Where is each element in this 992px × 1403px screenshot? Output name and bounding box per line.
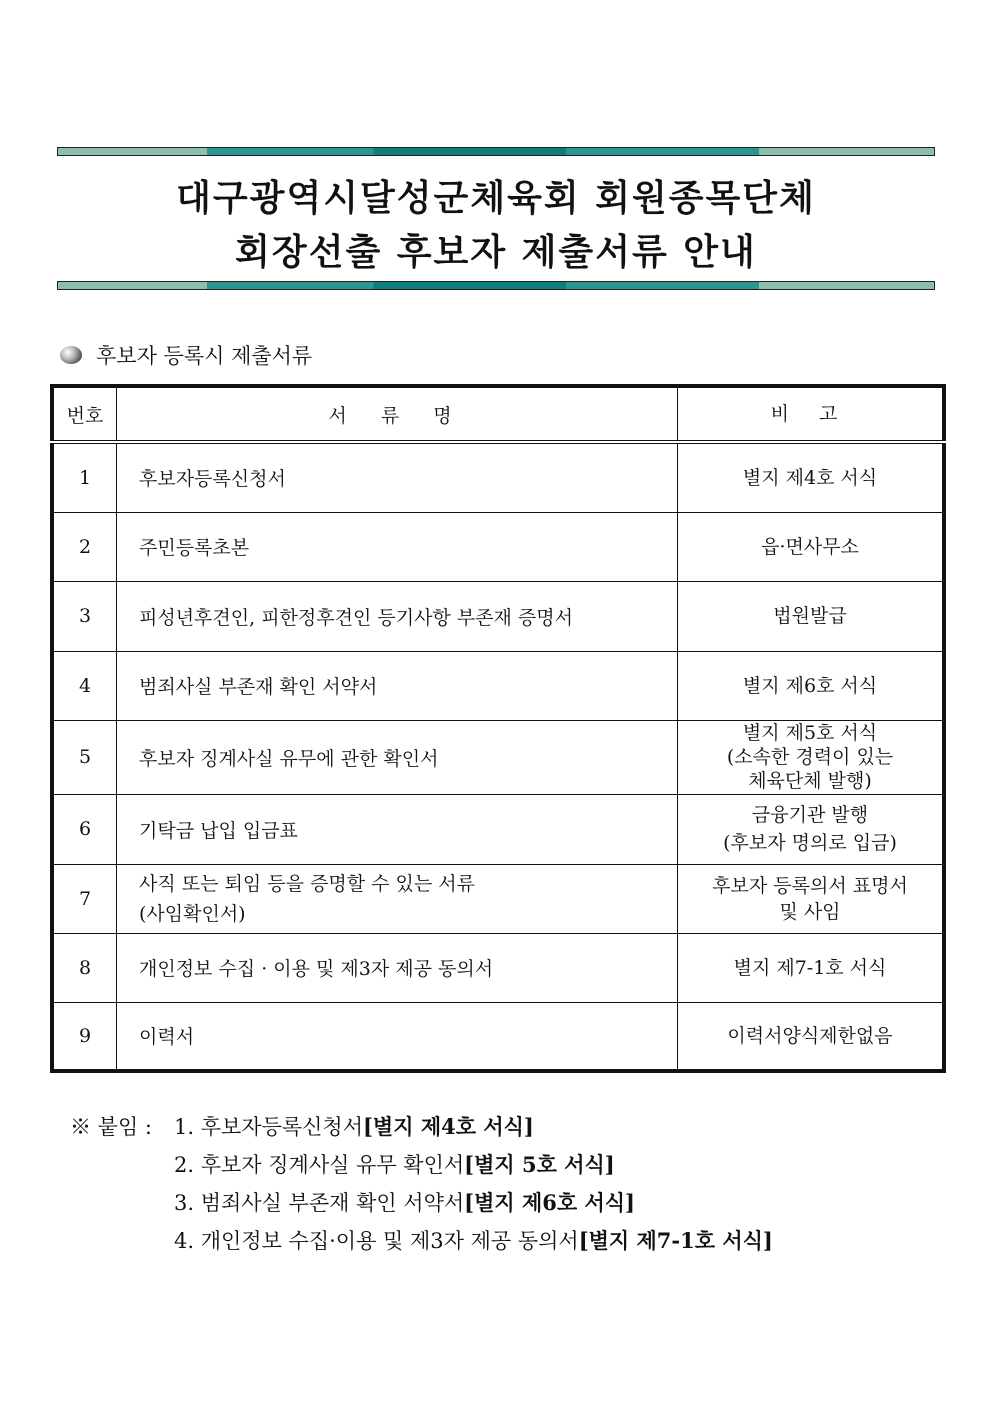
table-row: [52, 720, 944, 794]
row-name: 이력서: [117, 1002, 678, 1071]
row-name: 개인정보 수집 · 이용 및 제3자 제공 동의서: [117, 933, 678, 1002]
sphere-bullet-icon: [60, 346, 82, 364]
row-name: 주민등록초본: [117, 512, 678, 581]
row-note: 별지 제4호 서식: [678, 442, 945, 512]
row-note: 금융기관 발행 (후보자 명의로 입금): [678, 794, 945, 864]
row-no: 5: [52, 720, 117, 794]
row-name: 사직 또는 퇴임 등을 증명할 수 있는 서류 (사임확인서): [117, 864, 678, 933]
attachment-form: [별지 제6호 서식]: [464, 1190, 635, 1215]
attachment-form: [별지 5호 서식]: [464, 1152, 615, 1177]
attachment-text: 3. 범죄사실 부존재 확인 서약서: [174, 1191, 465, 1215]
row-no: 6: [52, 794, 117, 864]
header-name: 서 류 명: [117, 386, 678, 442]
section-heading-text: 후보자 등록시 제출서류: [96, 344, 313, 368]
row-no: 1: [52, 442, 117, 512]
list-item: [70, 1146, 773, 1184]
row-name: 피성년후견인, 피한정후견인 등기사항 부존재 증명서: [117, 581, 678, 651]
row-note: 이력서양식제한없음: [678, 1002, 945, 1071]
row-name: 기탁금 납입 입금표: [117, 794, 678, 864]
attachment-text: 4. 개인정보 수집·이용 및 제3자 제공 동의서: [174, 1229, 579, 1253]
list-item: [70, 1222, 773, 1260]
table-row: [52, 581, 944, 651]
row-note: 후보자 등록의서 표명서 및 사임: [678, 864, 945, 933]
table-row: [52, 512, 944, 581]
documents-table: [50, 384, 946, 1073]
page-title-line2: 회장선출 후보자 제출서류 안내: [235, 232, 757, 273]
list-item: [70, 1108, 773, 1146]
row-no: 7: [52, 864, 117, 933]
attachments-label: ※ 붙임 :: [70, 1115, 152, 1139]
header-note: 비 고: [678, 386, 945, 442]
title-bottom-bar: [57, 281, 935, 290]
section-heading: [60, 340, 312, 370]
page-title-line1: 대구광역시달성군체육회 회원종목단체: [176, 178, 816, 219]
row-no: 2: [52, 512, 117, 581]
row-name: 후보자 징계사실 유무에 관한 확인서: [117, 720, 678, 794]
attachment-text: 2. 후보자 징계사실 유무 확인서: [174, 1153, 465, 1177]
row-note: 별지 제6호 서식: [678, 651, 945, 720]
row-name: 범죄사실 부존재 확인 서약서: [117, 651, 678, 720]
header-no: 번호: [52, 386, 117, 442]
attachment-form: [별지 제4호 서식]: [363, 1114, 534, 1139]
table-row: [52, 794, 944, 864]
row-note: 읍·면사무소: [678, 512, 945, 581]
table-row: [52, 442, 944, 512]
row-note: 별지 제5호 서식 (소속한 경력이 있는 체육단체 발행): [678, 720, 945, 794]
list-item: [70, 1184, 773, 1222]
table-row: [52, 864, 944, 933]
row-no: 3: [52, 581, 117, 651]
table-row: [52, 933, 944, 1002]
table-row: [52, 651, 944, 720]
row-name: 후보자등록신청서: [117, 442, 678, 512]
row-note: 별지 제7-1호 서식: [678, 933, 945, 1002]
row-no: 9: [52, 1002, 117, 1071]
attachments-list: [70, 1108, 773, 1260]
table-row: [52, 1002, 944, 1071]
row-no: 4: [52, 651, 117, 720]
title-top-bar: [57, 147, 935, 156]
row-note: 법원발급: [678, 581, 945, 651]
table-header-row: [52, 386, 944, 442]
row-no: 8: [52, 933, 117, 1002]
attachment-text: 1. 후보자등록신청서: [174, 1115, 363, 1139]
attachment-form: [별지 제7-1호 서식]: [578, 1228, 773, 1253]
